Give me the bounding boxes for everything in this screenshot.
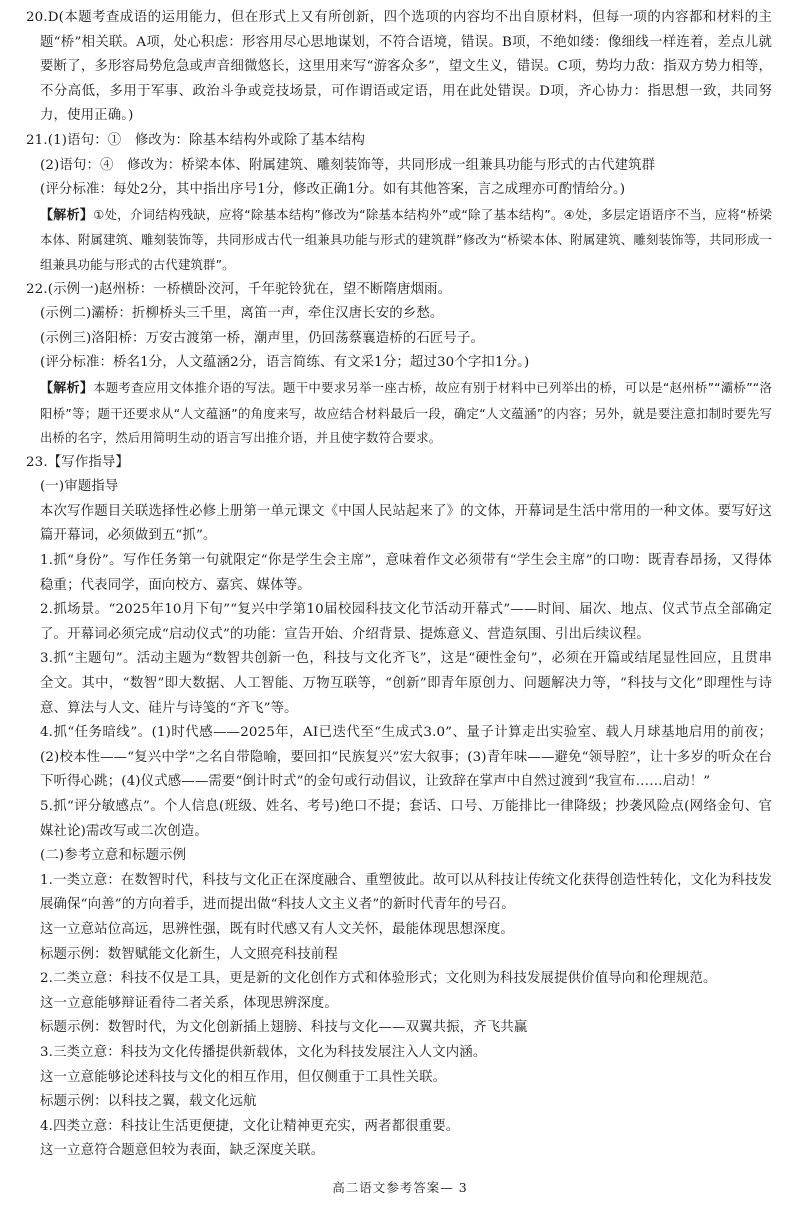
q23-point4: 4.抓“任务暗线”。(1)时代感——2025年，AI已迭代至“生成式3.0”、量子计算走出实验室、载人月球基地启用的前夜；(2)校本性——“复兴中学”之名自带隐喻，要回扣“民族复兴”宏大叙事；(3)青年味——避免“领导腔”，让十多岁的听众在台下听得心跳；(4)仪式感——需要“倒计时式”的金句或行动倡议，让致辞在掌声中自然过渡到“我宣布……启动！”: [40, 725, 772, 790]
q23-level2-title: 标题示例：数智时代，为文化创新插上翅膀、科技与文化——双翼共振，齐飞共赢: [40, 1020, 528, 1036]
q23-heading: 23.【写作指导】: [26, 454, 129, 470]
q22-line3: (示例三)洛阳桥：万安古渡第一桥，潮声里，仍回荡蔡襄造桥的石匠号子。: [40, 330, 485, 346]
q22-line2: (示例二)灞桥：折柳桥头三千里，离笛一声，牵住汉唐长安的乡愁。: [40, 306, 444, 322]
q23-level2-comment: 这一立意能够辩证看待二者关系，体现思辨深度。: [40, 995, 338, 1011]
q22-scoring: (评分标准：桥名1分，人文蕴涵2分，语言简练、有文采1分；超过30个字扣1分。): [40, 355, 530, 371]
q23-level2: 2.二类立意：科技不仅是工具，更是新的文化创作方式和体验形式；文化则为科技发展提供价值导向和伦理规范。: [40, 971, 717, 987]
q23-point5: 5.抓“评分敏感点”。个人信息(班级、姓名、考号)绝口不提；套话、口号、万能排比一律降级；抄袭风险点(网络金句、官媒社论)需改写或二次创造。: [40, 799, 772, 839]
q23-level3-title: 标题示例：以科技之翼，载文化远航: [40, 1094, 257, 1110]
q20-answer: 20.D(本题考查成语的运用能力，但在形式上又有所创新，四个选项的内容均不出自原材料，但每一项的内容都和材料的主题“桥”相关联。A项，处心积虑：形容用尽心思地谋划，不符合语境，错误。B项，不绝如缕：像细线一样连着，差点儿就要断了，多形容局势危急或声音细微悠长，这里用来写“游客众多”，望文生义，错误。C项，势均力敌：指双方势力相等，不分高低，多用于军事、政治斗争或竞技场景，可作谓语或定语，用在此处错误。D项，齐心协力：指思想一致，共同努力，使用正确。): [26, 10, 772, 124]
q23-level3: 3.三类立意：科技为文化传播提供新载体，文化为科技发展注入人文内涵。: [40, 1044, 487, 1060]
q22-line1: 22.(示例一)赵州桥：一桥横卧洨河，千年驼铃犹在，望不断隋唐烟雨。: [26, 281, 452, 297]
q21-analysis-text: ①处，介词结构残缺，应将“除基本结构”修改为“除基本结构外”或“除了基本结构”。④处，多层定语语序不当，应将“桥梁本体、附属建筑、雕刻装饰等，共同形成古代一组兼具功能与形式的建筑群”修改为“桥梁本体、附属建筑、雕刻装饰等，共同形成一组兼具功能与形式的古代建筑群”。: [40, 206, 772, 272]
q23-level4: 4.四类立意：科技让生活更便捷，文化让精神更充实，两者都很重要。: [40, 1118, 460, 1134]
q21-scoring: (评分标准：每处2分，其中指出序号1分，修改正确1分。如有其他答案，言之成理亦可酌情给分。): [40, 182, 626, 198]
q21-line2: (2)语句：④ 修改为：桥梁本体、附属建筑、雕刻装饰等，共同形成一组兼具功能与形式的古代建筑群: [40, 157, 656, 173]
q21-analysis: [26, 203, 772, 278]
q23-point3: 3.抓“主题句”。活动主题为“数智共创新一色，科技与文化齐飞”，这是“硬性金句”，必须在开篇或结尾显性回应，且贯串全文。其中，“数智”即大数据、人工智能、万物互联等，“创新”即青年原创力、问题解决力等，“科技与文化”即理性与诗意、算法与人文、硅片与诗笺的“齐飞”等。: [40, 651, 772, 716]
q23-level3-comment: 这一立意能够论述科技与文化的相互作用，但仅侧重于工具性关联。: [40, 1069, 447, 1085]
q23-section2-title: (二)参考立意和标题示例: [40, 848, 187, 864]
q23-level1-comment: 这一立意站位高远，思辨性强，既有时代感又有人文关怀，最能体现思想深度。: [40, 921, 514, 937]
q22-analysis-text: 本题考查应用文体推介语的写法。题干中要求另举一座古桥，故应有别于材料中已列举出的桥，可以是“赵州桥”“灞桥”“洛阳桥”等；题干还要求从“人文蕴涵”的角度来写，故应结合材料最后一段，确定“人文蕴涵”的内容；另外，就是要注意扣制时要先写出桥的名字，然后用简明生动的语言写出推介语，并且使字数符合要求。: [40, 379, 772, 446]
q22-analysis: [26, 376, 772, 451]
page-footer: 高二语文参考答案— 3: [332, 1180, 468, 1195]
q23-section1-title: (一)审题指导: [40, 479, 119, 495]
q23-point1: 1.抓“身份”。写作任务第一句就限定“你是学生会主席”，意味着作文必须带有“学生会主席”的口吻：既青春昂扬，又得体稳重；代表同学，面向校方、嘉宾、媒体等。: [40, 553, 772, 593]
q23-level1-title: 标题示例：数智赋能文化新生，人文照亮科技前程: [40, 946, 338, 962]
analysis-label: 【解析】: [40, 207, 94, 223]
q23-level1: 1.一类立意：在数智时代，科技与文化正在深度融合、重塑彼此。故可以从科技让传统文化获得创造性转化，文化为科技发展确保“向善”的方向着手，进而提出做“科技人文主义者”的新时代青年的号召。: [40, 872, 772, 913]
analysis-label: 【解析】: [40, 380, 94, 396]
q23-intro: 本次写作题目关联选择性必修上册第一单元课文《中国人民站起来了》的文体，开幕词是生活中常用的一种文体。要写好这篇开幕词，必须做到五“抓”。: [40, 503, 772, 544]
q23-level4-comment: 这一立意符合题意但较为表面，缺乏深度关联。: [40, 1143, 325, 1159]
q23-point2: 2.抓场景。“2025年10月下旬”“复兴中学第10届校园科技文化节活动开幕式”——时间、届次、地点、仪式节点全部确定了。开幕词必须完成“启动仪式”的功能：宣告开始、介绍背景、提炼意义、营造氛围、引出后续议程。: [40, 602, 772, 642]
q21-line1: 21.(1)语句：① 修改为：除基本结构外或除了基本结构: [26, 132, 366, 148]
